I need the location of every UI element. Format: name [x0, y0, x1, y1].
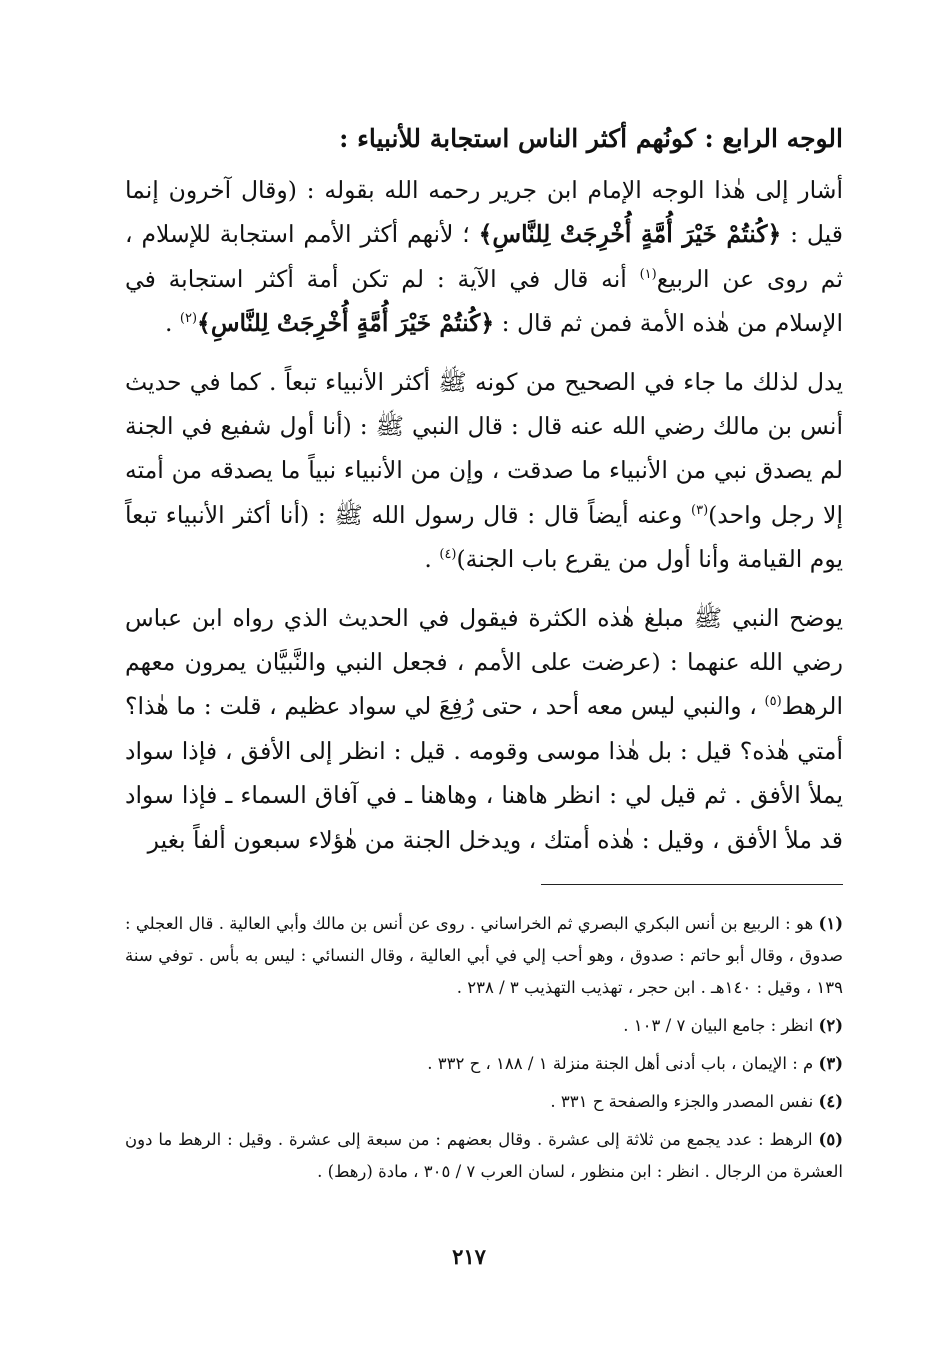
footnote-number: (١) [818, 914, 843, 933]
text-run: يوضح النبي ﷺ مبلغ هٰذه الكثرة فيقول في الحديث الذي رواه ابن عباس رضي الله عنهما : (عرضت على الأمم ، فجعل النبي والنَّبيَّان يمرون معهم الرهط [125, 603, 843, 721]
footnote-ref-4[interactable]: (٤) [439, 547, 457, 563]
text-run: وعنه أيضاً قال : قال رسول الله ﷺ : (أنا أكثر الأنبياء تبعاً يوم القيامة وأنا أول من يقرع باب الجنة) [125, 500, 843, 574]
footnote-divider [541, 884, 843, 885]
footnote-ref-2[interactable]: (٢) [179, 311, 198, 327]
section-heading: الوجه الرابع : كونُهم أكثر الناس استجابة للأنبياء : [339, 124, 843, 153]
text-run: ؛ لأنهم أكثر الأمم استجابة للإسلام ، ثم روى عن الربيع [125, 220, 843, 293]
text-run: أشار إلى هٰذا الوجه الإمام ابن جرير رحمه الله بقوله : (وقال آخرون إنما قيل : [125, 176, 844, 249]
paragraph-3 [125, 596, 843, 862]
footnote-5 [125, 1124, 843, 1188]
footnote-2 [125, 1010, 843, 1042]
footnote-text: انظر : جامع البيان ٧ / ١٠٣ . [623, 1016, 819, 1035]
text-run: . [164, 309, 180, 338]
footnote-ref-3[interactable]: (٣) [691, 503, 709, 519]
quran-verse: ﴿كُنتُمْ خَيْرَ أُمَّةٍ أُخْرِجَتْ لِلنَّاسِ﴾ [197, 309, 495, 338]
footnote-number: (٣) [818, 1054, 843, 1073]
text-run: يدل لذلك ما جاء في الصحيح من كونه ﷺ أكثر الأنبياء تبعاً . كما في حديث أنس بن مالك رضي الله عنه قال : قال النبي ﷺ : (أنا أول شفيع في الجنة لم يصدق نبي من الأنبياء ما صدقت ، وإن من الأنبياء نبياً ما يصدقه من أمته إلا رجل واحد) [125, 367, 843, 529]
text-run: . [424, 545, 440, 574]
footnote-ref-1[interactable]: (١) [639, 266, 657, 282]
footnote-3 [125, 1048, 843, 1080]
footnotes [125, 908, 843, 1194]
footnote-4 [125, 1086, 843, 1118]
footnote-ref-5[interactable]: (٥) [764, 694, 782, 710]
page-number: ٢١٧ [452, 1244, 486, 1269]
quran-verse: ﴿كُنتُمْ خَيْرَ أُمَّةٍ أُخْرِجَتْ لِلنَّاسِ﴾ [478, 220, 782, 249]
footnote-number: (٢) [818, 1016, 843, 1035]
footnote-text: الرهط : عدد يجمع من ثلاثة إلى عشرة . وقال بعضهم : من سبعة إلى عشرة . وقيل : الرهط ما دون العشرة من الرجال . انظر : ابن منظور ، لسان العرب ٧ / ٣٠٥ ، مادة (رهط) . [125, 1130, 843, 1181]
footnote-number: (٤) [818, 1092, 843, 1111]
footnote-text: م : الإيمان ، باب أدنى أهل الجنة منزلة ١ / ١٨٨ ، ح ٣٣٢ . [427, 1054, 819, 1073]
footnote-text: هو : الربيع بن أنس البكري البصري ثم الخراساني . روى عن أنس بن مالك وأبي العالية . قال العجلي : صدوق ، وقال أبو حاتم : صدوق ، وهو أحب إلي في أبي العالية ، وقال النسائي : ليس به بأس . توفي سنة ١٣٩ ، وقيل : ١٤٠هـ . ابن حجر ، تهذيب التهذيب ٣ / ٢٣٨ . [125, 914, 843, 997]
paragraph-2 [125, 360, 843, 582]
footnote-1 [125, 908, 843, 1004]
text-run: أنه قال في الآية : لم تكن أمة أكثر استجابة في الإسلام من هٰذه الأمة فمن ثم قال : [125, 264, 843, 338]
text-run: ، والنبي ليس معه أحد ، حتى رُفِعَ لي سواد عظيم ، قلت : ما هٰذا؟ أمتي هٰذه؟ قيل : بل هٰذا موسى وقومه . قيل : انظر إلى الأفق ، فإذا سواد يملأ الأفق . ثم قيل لي : انظر هاهنا ، وهاهنا ـ في آفاق السماء ـ فإذا سواد قد ملأ الأفق ، وقيل : هٰذه أمتك ، ويدخل الجنة من هٰؤلاء سبعون ألفاً بغير [125, 692, 843, 854]
paragraph-1 [125, 168, 843, 346]
footnote-number: (٥) [818, 1130, 843, 1149]
footnote-text: نفس المصدر والجزء والصفحة ح ٣٣١ . [550, 1092, 819, 1111]
page-body [125, 118, 844, 1181]
